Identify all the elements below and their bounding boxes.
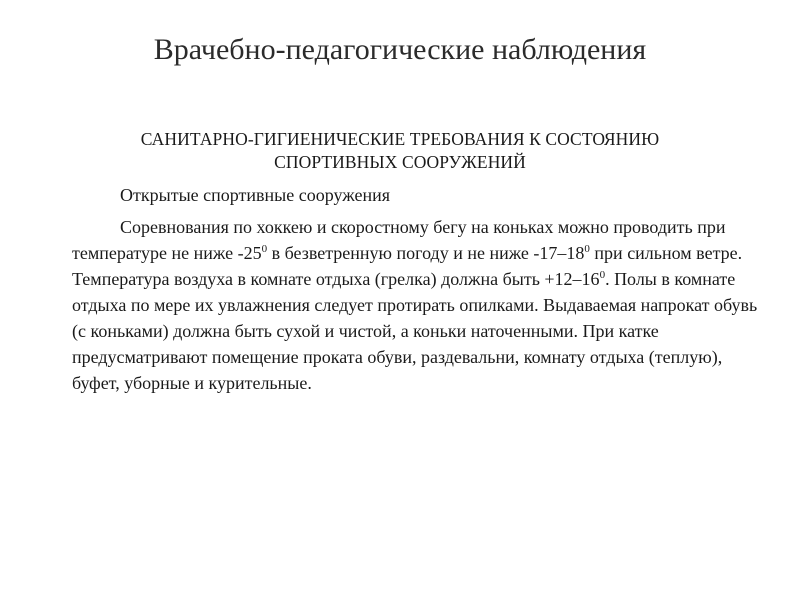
paragraph-text-1: Соревнования по хоккею и скоростному бегу на коньках можно проводить при температуре не ниже -25 [72, 217, 726, 263]
section-heading [38, 128, 762, 174]
section-heading-line-1: САНИТАРНО-ГИГИЕНИЧЕСКИЕ ТРЕБОВАНИЯ К СОСТОЯНИЮ [140, 129, 660, 149]
body-paragraph [72, 214, 762, 396]
degree-superscript-2: 0 [584, 243, 590, 255]
slide-title: Врачебно-педагогические наблюдения [153, 33, 647, 66]
degree-superscript-1: 0 [261, 243, 268, 255]
degree-superscript-3: 0 [599, 269, 606, 281]
section-subheading: Открытые спортивные сооружения [120, 185, 390, 205]
paragraph-text-2: в безветренную погоду и не ниже -17–18 [267, 243, 585, 263]
slide-content [72, 128, 762, 396]
paragraph-text-3: при сильном ветре. Температура воздуха в комнате отдыха (грелка) должна быть +12–16 [72, 243, 743, 289]
paragraph-text-4: . Полы в комнате отдыха по мере их увлажнения следует протирать опилками. Выдаваемая напрокат обувь (с коньками) должна быть сухой и чистой, а коньки наточенными. При катке предусматривают помещение проката обуви, раздевальни, комнату отдыха (теплую), буфет, уборные и курительные. [72, 269, 758, 393]
section-heading-line-2: СПОРТИВНЫХ СООРУЖЕНИЙ [274, 152, 526, 172]
